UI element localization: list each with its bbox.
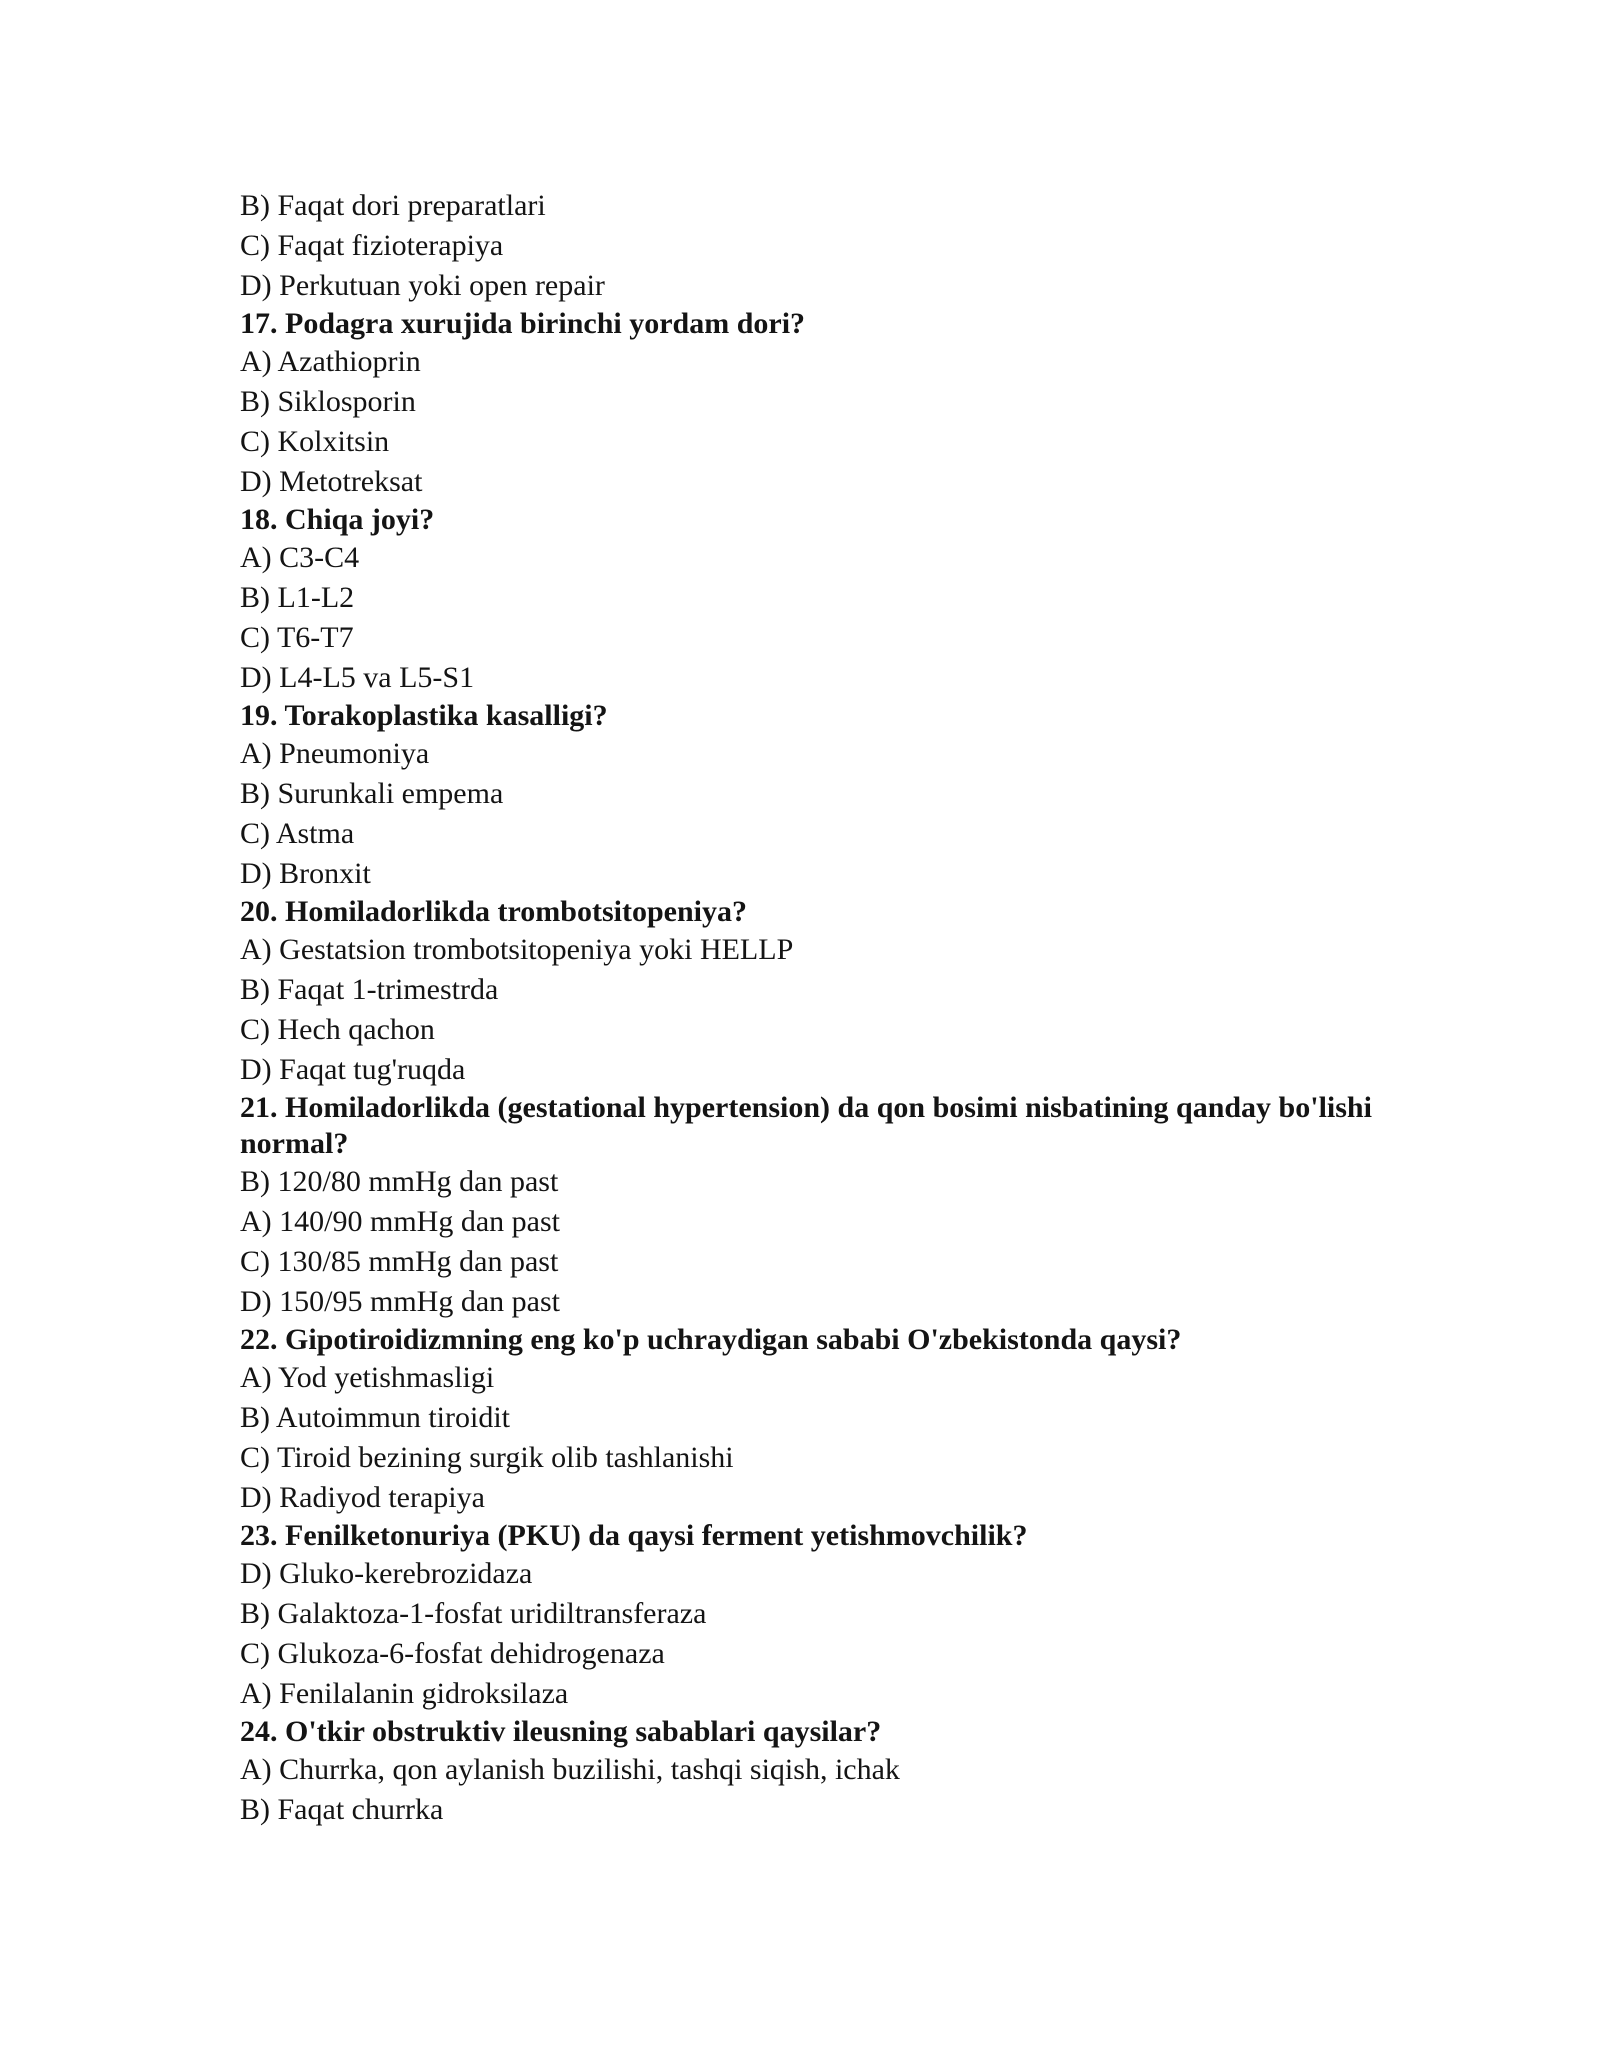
option-line: D) Metotreksat bbox=[240, 465, 423, 498]
option-line: B) 120/80 mmHg dan past bbox=[240, 1165, 559, 1198]
question-line: 24. O'tkir obstruktiv ileusning sabablari qaysilar? bbox=[240, 1715, 882, 1748]
option-line: D) Bronxit bbox=[240, 857, 371, 890]
question-line: 17. Podagra xurujida birinchi yordam dori? bbox=[240, 307, 806, 340]
option-line: C) Hech qachon bbox=[240, 1013, 435, 1046]
question-line: 22. Gipotiroidizmning eng ko'p uchraydigan sababi O'zbekistonda qaysi? bbox=[240, 1323, 1182, 1356]
question-line: 21. Homiladorlikda (gestational hypertension) da qon bosimi nisbatining qanday bo'lishi normal? bbox=[240, 1091, 1372, 1160]
option-line: A) C3-C4 bbox=[240, 541, 360, 574]
option-line: A) 140/90 mmHg dan past bbox=[240, 1205, 560, 1238]
question-line: 20. Homiladorlikda trombotsitopeniya? bbox=[240, 895, 747, 928]
option-line: B) Faqat churrka bbox=[240, 1793, 444, 1826]
option-line: B) L1-L2 bbox=[240, 581, 355, 614]
option-line: C) 130/85 mmHg dan past bbox=[240, 1245, 559, 1278]
document-page bbox=[240, 186, 1380, 1830]
question-line: 19. Torakoplastika kasalligi? bbox=[240, 699, 608, 732]
option-line: D) Perkutuan yoki open repair bbox=[240, 269, 605, 302]
option-line: D) L4-L5 va L5-S1 bbox=[240, 661, 475, 694]
option-line: A) Yod yetishmasligi bbox=[240, 1361, 495, 1394]
option-line: C) T6-T7 bbox=[240, 621, 354, 654]
option-line: A) Pneumoniya bbox=[240, 737, 430, 770]
option-line: B) Autoimmun tiroidit bbox=[240, 1401, 511, 1434]
option-line: C) Astma bbox=[240, 817, 355, 850]
option-line: A) Gestatsion trombotsitopeniya yoki HELLP bbox=[240, 933, 794, 966]
option-line: D) 150/95 mmHg dan past bbox=[240, 1285, 560, 1318]
option-line: C) Tiroid bezining surgik olib tashlanishi bbox=[240, 1441, 734, 1474]
option-line: C) Faqat fizioterapiya bbox=[240, 229, 504, 262]
option-line: C) Kolxitsin bbox=[240, 425, 390, 458]
option-line: B) Siklosporin bbox=[240, 385, 416, 418]
option-line: D) Gluko-kerebrozidaza bbox=[240, 1557, 533, 1590]
option-line: B) Faqat dori preparatlari bbox=[240, 189, 546, 222]
option-line: D) Radiyod terapiya bbox=[240, 1481, 485, 1514]
option-line: A) Churrka, qon aylanish buzilishi, tashqi siqish, ichak bbox=[240, 1753, 900, 1786]
option-line: C) Glukoza-6-fosfat dehidrogenaza bbox=[240, 1637, 665, 1670]
option-line: D) Faqat tug'ruqda bbox=[240, 1053, 466, 1086]
option-line: B) Galaktoza-1-fosfat uridiltransferaza bbox=[240, 1597, 707, 1630]
question-line: 18. Chiqa joyi? bbox=[240, 503, 435, 536]
question-line: 23. Fenilketonuriya (PKU) da qaysi ferment yetishmovchilik? bbox=[240, 1519, 1028, 1552]
option-line: B) Surunkali empema bbox=[240, 777, 504, 810]
option-line: A) Azathioprin bbox=[240, 345, 421, 378]
option-line: B) Faqat 1-trimestrda bbox=[240, 973, 499, 1006]
option-line: A) Fenilalanin gidroksilaza bbox=[240, 1677, 569, 1710]
